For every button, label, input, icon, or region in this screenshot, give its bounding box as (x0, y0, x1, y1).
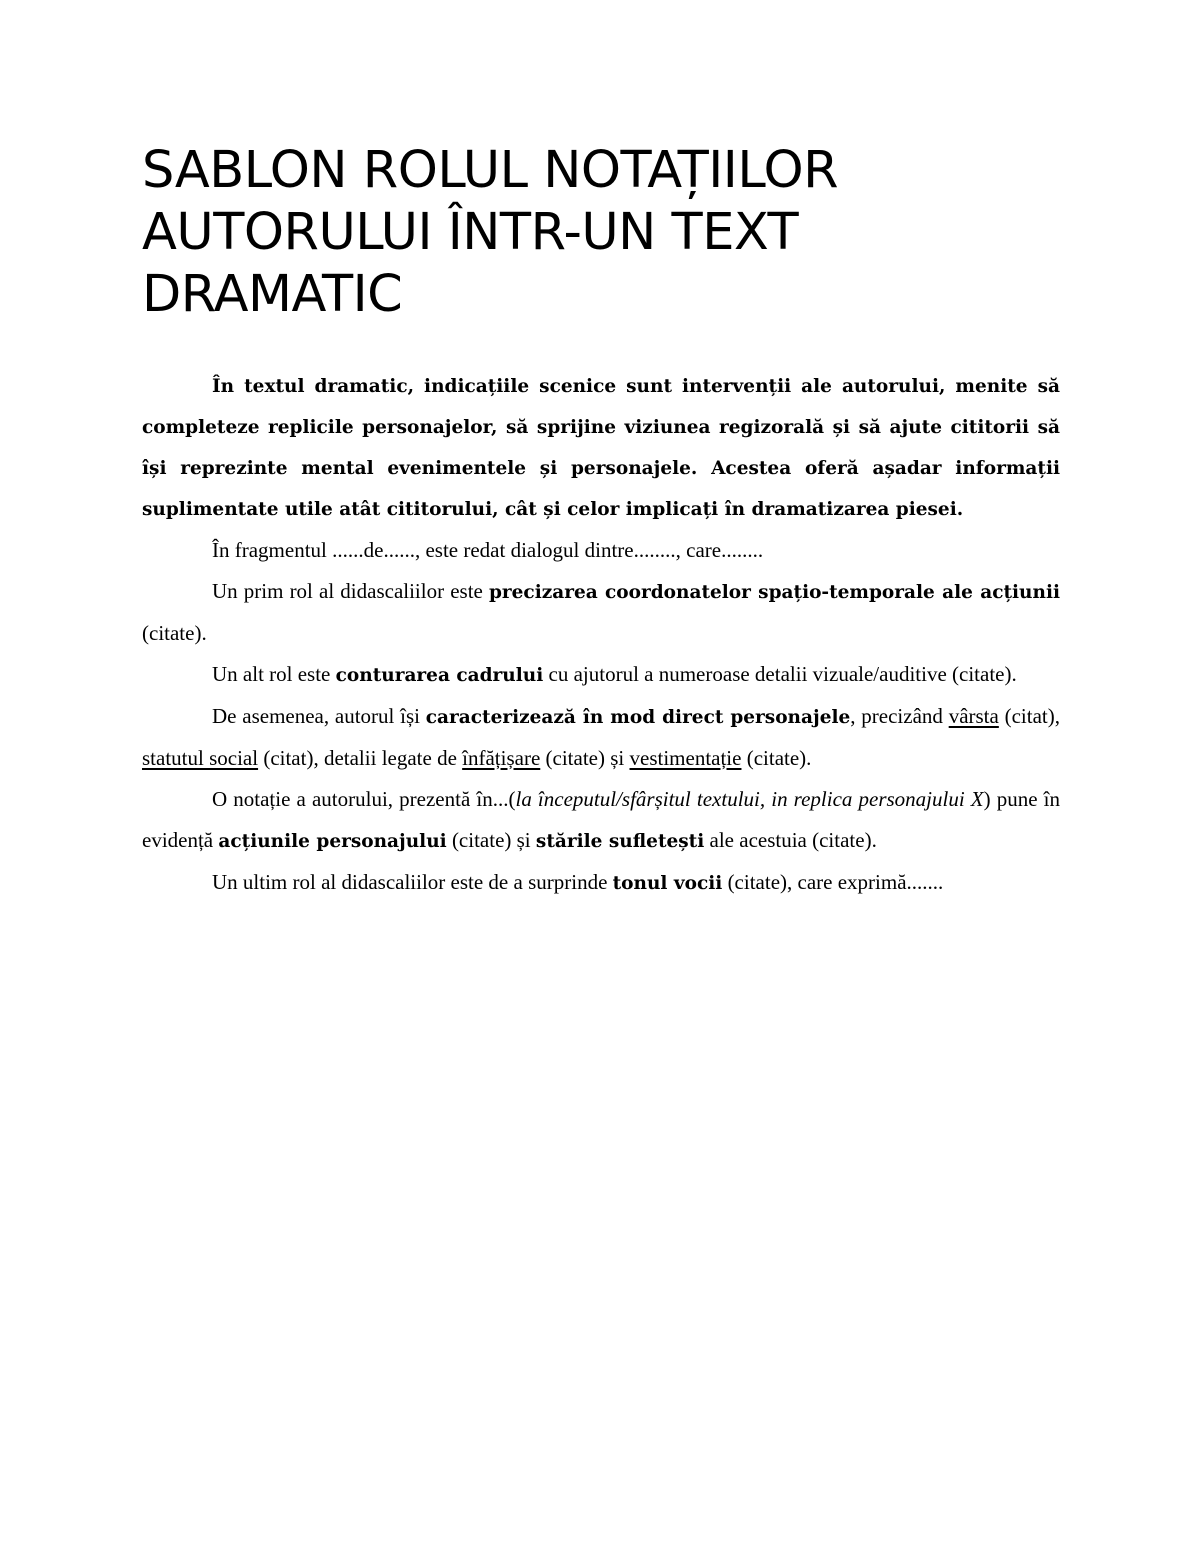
text-run: Un ultim rol al didascaliilor este de a surprinde (212, 870, 613, 894)
bold-run: stările sufletești (535, 831, 705, 852)
role-voice-paragraph (142, 862, 1060, 904)
intro-paragraph: În textul dramatic, indicațiile scenice sunt intervenții ale autorului, menite să completeze replicile personajelor, să sprijine viziunea regizorală și să ajute cititorii să își reprezinte mental evenimentele și personajele. Acestea oferă așadar informații suplimentate utile atât cititorului, cât și celor implicați în dramatizarea piesei. (142, 376, 1060, 520)
text-run: ) pune în evidență (142, 787, 1061, 852)
text-run: , precizând (850, 704, 949, 728)
text-run: (citat), detalii legate de (258, 746, 463, 770)
text-run: (citate). (142, 621, 207, 645)
text-run: ale acestuia (citate). (704, 828, 877, 852)
fragment-paragraph: În fragmentul ......de......, este redat dialogul dintre........, care........ (212, 538, 764, 562)
document-title: SABLON ROLUL NOTAȚIILOR AUTORULUI ÎNTR-UN TEXT DRAMATIC (142, 141, 839, 324)
text-run: De asemenea, autorul își (212, 704, 426, 728)
underlined-run: vârsta (948, 704, 999, 728)
bold-run: acțiunile personajului (218, 831, 447, 852)
text-run: (citate) și (540, 746, 630, 770)
role-setting-paragraph (142, 654, 1060, 696)
italic-run: la începutul/sfârșitul textului, in replica personajului X (515, 787, 984, 811)
text-run: cu ajutorul a numeroase detalii vizuale/auditive (citate). (543, 662, 1017, 686)
document-body (142, 366, 1060, 904)
bold-run: precizarea coordonatelor spațio-temporale ale acțiunii (488, 582, 1060, 603)
text-run: Un alt rol este (212, 662, 336, 686)
text-run: (citate) și (446, 828, 536, 852)
underlined-run: statutul social (142, 746, 259, 770)
role-characterization-paragraph (142, 696, 1060, 779)
role-spatiotemporal-paragraph (142, 571, 1060, 654)
text-run: (citate), care exprimă....... (722, 870, 944, 894)
text-run: Un prim rol al didascaliilor este (212, 579, 489, 603)
bold-run: caracterizează în mod direct personajele (425, 707, 851, 728)
underlined-run: înfățișare (462, 746, 541, 770)
text-run: O notație a autorului, prezentă în...( (212, 787, 516, 811)
underlined-run: vestimentație (629, 746, 742, 770)
text-run: (citat), (998, 704, 1060, 728)
document-page (142, 140, 1060, 904)
text-run: (citate). (741, 746, 812, 770)
bold-run: tonul vocii (612, 873, 723, 894)
role-actions-paragraph (142, 779, 1060, 862)
bold-run: conturarea cadrului (335, 665, 544, 686)
